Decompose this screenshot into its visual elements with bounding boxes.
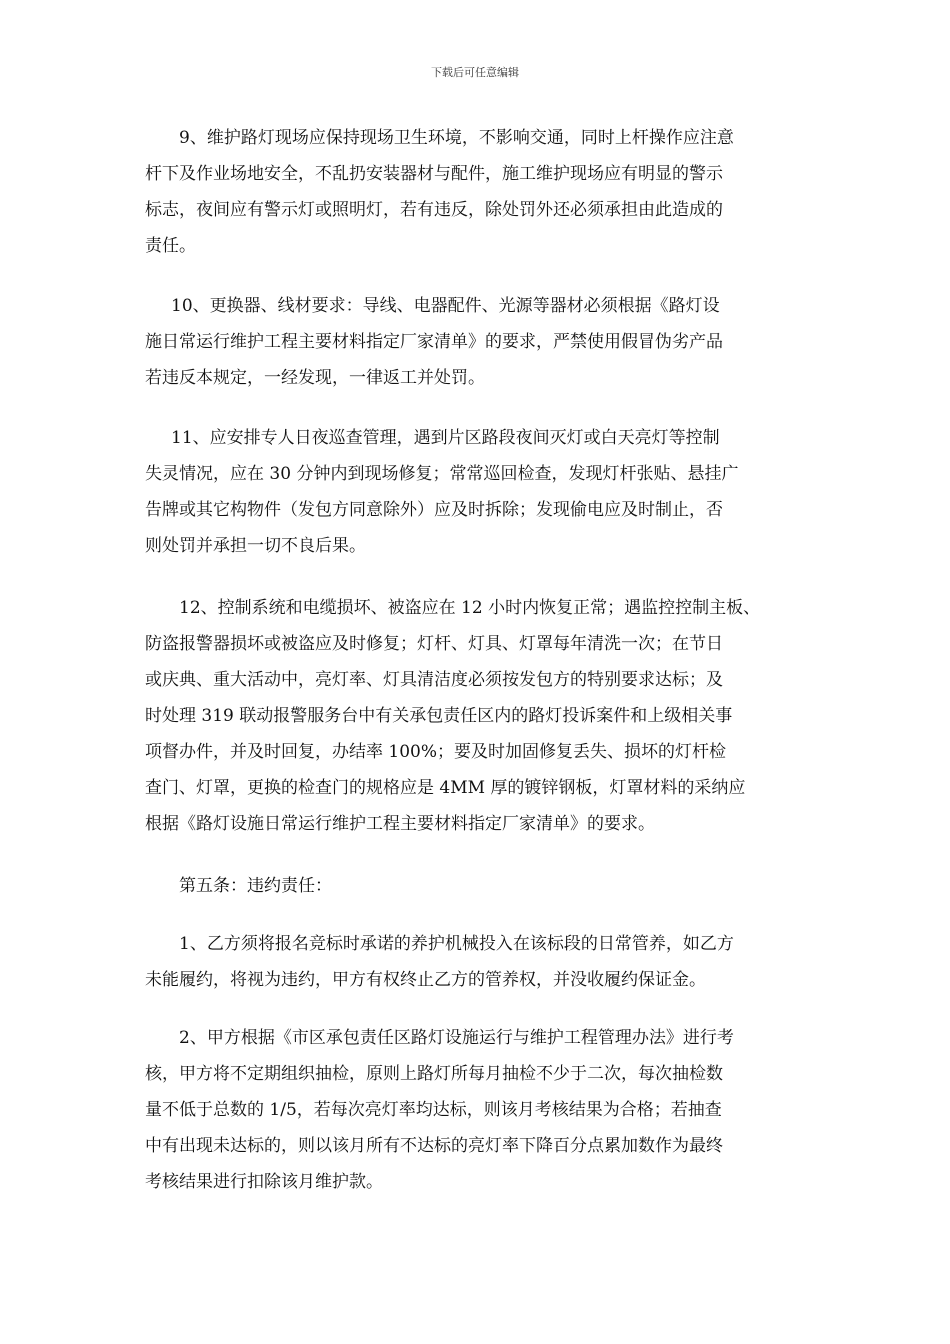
text-line: 项督办件，并及时回复，办结率 100%；要及时加固修复丢失、损坏的灯杆检 [145,742,727,762]
text-line: 11、应安排专人日夜巡查管理，遇到片区路段夜间灭灯或白天亮灯等控制 [171,428,720,448]
text-line: 未能履约，将视为违约，甲方有权终止乙方的管养权，并没收履约保证金。 [145,970,706,990]
text-line: 量不低于总数的 1/5，若每次亮灯率均达标，则该月考核结果为合格；若抽查 [145,1100,722,1120]
paragraph-12 [145,590,825,842]
text-line: 防盗报警器损坏或被盗应及时修复；灯杆、灯具、灯罩每年清洗一次；在节日 [145,634,723,654]
text-line: 若违反本规定，一经发现，一律返工并处罚。 [145,368,485,388]
text-line: 核，甲方将不定期组织抽检，原则上路灯所每月抽检不少于二次，每次抽检数 [145,1064,723,1084]
text-line: 时处理 319 联动报警服务台中有关承包责任区内的路灯投诉案件和上级相关事 [145,706,733,726]
clause-2 [145,1020,825,1200]
text-line: 杆下及作业场地安全，不乱扔安装器材与配件，施工维护现场应有明显的警示 [145,164,723,184]
text-line: 1、乙方须将报名竞标时承诺的养护机械投入在该标段的日常管养，如乙方 [179,934,734,954]
text-line: 根据《路灯设施日常运行维护工程主要材料指定厂家清单》的要求。 [145,814,655,834]
text-line: 标志，夜间应有警示灯或照明灯，若有违反，除处罚外还必须承担由此造成的 [145,200,723,220]
paragraph-11 [145,420,825,564]
text-line: 第五条：违约责任： [179,876,332,896]
paragraph-10 [145,288,825,396]
section-heading [145,868,825,904]
text-line: 失灵情况，应在 30 分钟内到现场修复；常常巡回检查，发现灯杆张贴、悬挂广 [145,464,739,484]
paragraph-9 [145,120,825,264]
text-line: 10、更换器、线材要求：导线、电器配件、光源等器材必须根据《路灯设 [171,296,720,316]
text-line: 查门、灯罩，更换的检查门的规格应是 4MM 厚的镀锌钢板，灯罩材料的采纳应 [145,778,746,798]
text-line: 则处罚并承担一切不良后果。 [145,536,366,556]
text-line: 2、甲方根据《市区承包责任区路灯设施运行与维护工程管理办法》进行考 [179,1028,734,1048]
text-line: 12、控制系统和电缆损坏、被盗应在 12 小时内恢复正常；遇监控控制主板、 [179,598,761,618]
text-line: 施日常运行维护工程主要材料指定厂家清单》的要求，严禁使用假冒伪劣产品 [145,332,723,352]
text-line: 9、维护路灯现场应保持现场卫生环境，不影响交通，同时上杆操作应注意 [179,128,734,148]
text-line: 告牌或其它构物件（发包方同意除外）应及时拆除；发现偷电应及时制止，否 [145,500,723,520]
clause-1 [145,926,825,998]
text-line: 中有出现未达标的，则以该月所有不达标的亮灯率下降百分点累加数作为最终 [145,1136,723,1156]
text-line: 考核结果进行扣除该月维护款。 [145,1172,383,1192]
text-line: 责任。 [145,236,196,256]
page-header: 下载后可任意编辑 [431,66,519,79]
text-line: 或庆典、重大活动中，亮灯率、灯具清洁度必须按发包方的特别要求达标；及 [145,670,723,690]
